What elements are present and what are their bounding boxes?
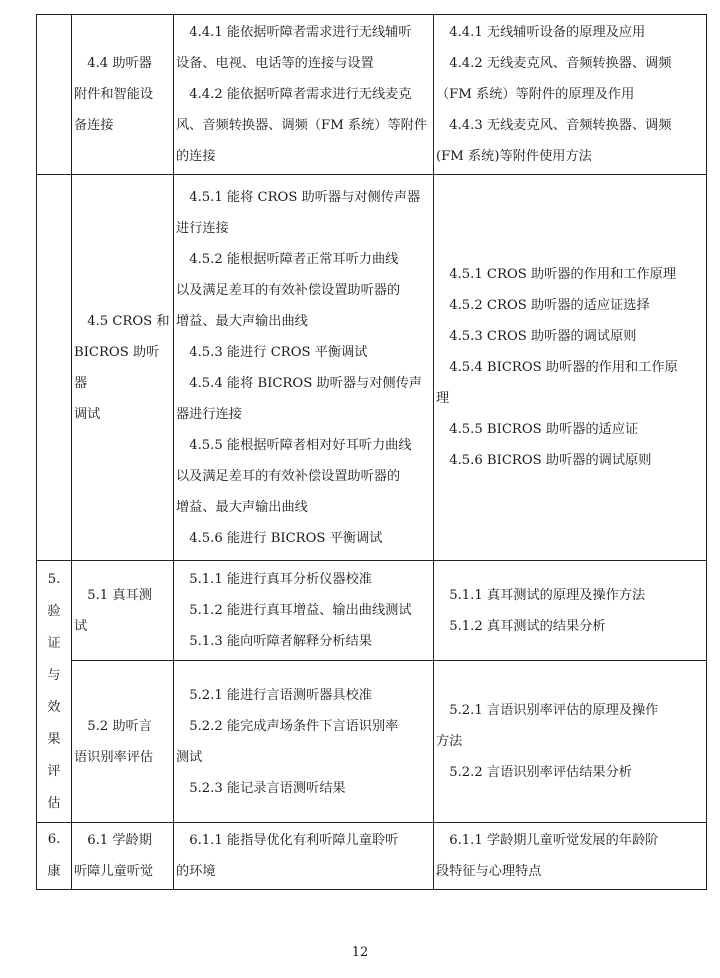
skills-cell: 5.1.1 能进行真耳分析仪器校准 5.1.2 能进行真耳增益、输出曲线测试 5.1.3 能向听障者解释分析结果 (174, 561, 434, 661)
section-cell: 6. 康 (37, 823, 72, 890)
skills-cell: 4.5.1 能将 CROS 助听器与对侧传声器 进行连接 4.5.2 能根据听障者正常耳听力曲线 以及满足差耳的有效补偿设置助听器的 增益、最大声输出曲线 4.5.3 能进行 CROS 平衡调试 4.5.4 能将 BICROS 助听器与对侧传声 器进行连接 4.5.5 能根据听障者相对好耳听力曲线 以及满足差耳的有效补偿设置助听器的 增益、最大声输出曲线 4.5.6 能进行 BICROS 平衡调试 (174, 175, 434, 561)
section-cell: 5. 验 证 与 效 果 评 估 (37, 561, 72, 823)
skills-cell: 5.2.1 能进行言语测听器具校准 5.2.2 能完成声场条件下言语识别率 测试 5.2.3 能记录言语测听结果 (174, 661, 434, 823)
table-row (37, 661, 707, 823)
knowledge-cell: 4.5.1 CROS 助听器的作用和工作原理 4.5.2 CROS 助听器的适应证选择 4.5.3 CROS 助听器的调试原则 4.5.4 BICROS 助听器的作用和工作原 理 4.5.5 BICROS 助听器的适应证 4.5.6 BICROS 助听器的调试原则 (434, 175, 707, 561)
knowledge-cell: 5.2.1 言语识别率评估的原理及操作 方法 5.2.2 言语识别率评估结果分析 (434, 661, 707, 823)
item-cell: 5.2 助听言 语识别率评估 (72, 661, 174, 823)
table-row (37, 823, 707, 890)
item-cell: 5.1 真耳测 试 (72, 561, 174, 661)
skills-cell: 6.1.1 能指导优化有利听障儿童聆听 的环境 (174, 823, 434, 890)
knowledge-cell: 6.1.1 学龄期儿童听觉发展的年龄阶 段特征与心理特点 (434, 823, 707, 890)
item-cell: 4.5 CROS 和 BICROS 助听器 调试 (72, 175, 174, 561)
table-row (37, 15, 707, 175)
skills-cell: 4.4.1 能依据听障者需求进行无线辅听 设备、电视、电话等的连接与设置 4.4.2 能依据听障者需求进行无线麦克 风、音频转换器、调频（FM 系统）等附件 的连接 (174, 15, 434, 175)
item-cell: 6.1 学龄期 听障儿童听觉 (72, 823, 174, 890)
item-cell: 4.4 助听器 附件和智能设 备连接 (72, 15, 174, 175)
page-number: 12 (351, 945, 369, 960)
knowledge-cell: 5.1.1 真耳测试的原理及操作方法 5.1.2 真耳测试的结果分析 (434, 561, 707, 661)
section-cell (37, 175, 72, 561)
section-cell (37, 15, 72, 175)
knowledge-cell: 4.4.1 无线辅听设备的原理及应用 4.4.2 无线麦克风、音频转换器、调频 （FM 系统）等附件的原理及作用 4.4.3 无线麦克风、音频转换器、调频 (FM 系统)等附件使用方法 (434, 15, 707, 175)
table-row (37, 175, 707, 561)
table-row (37, 561, 707, 661)
standards-table (36, 14, 707, 890)
